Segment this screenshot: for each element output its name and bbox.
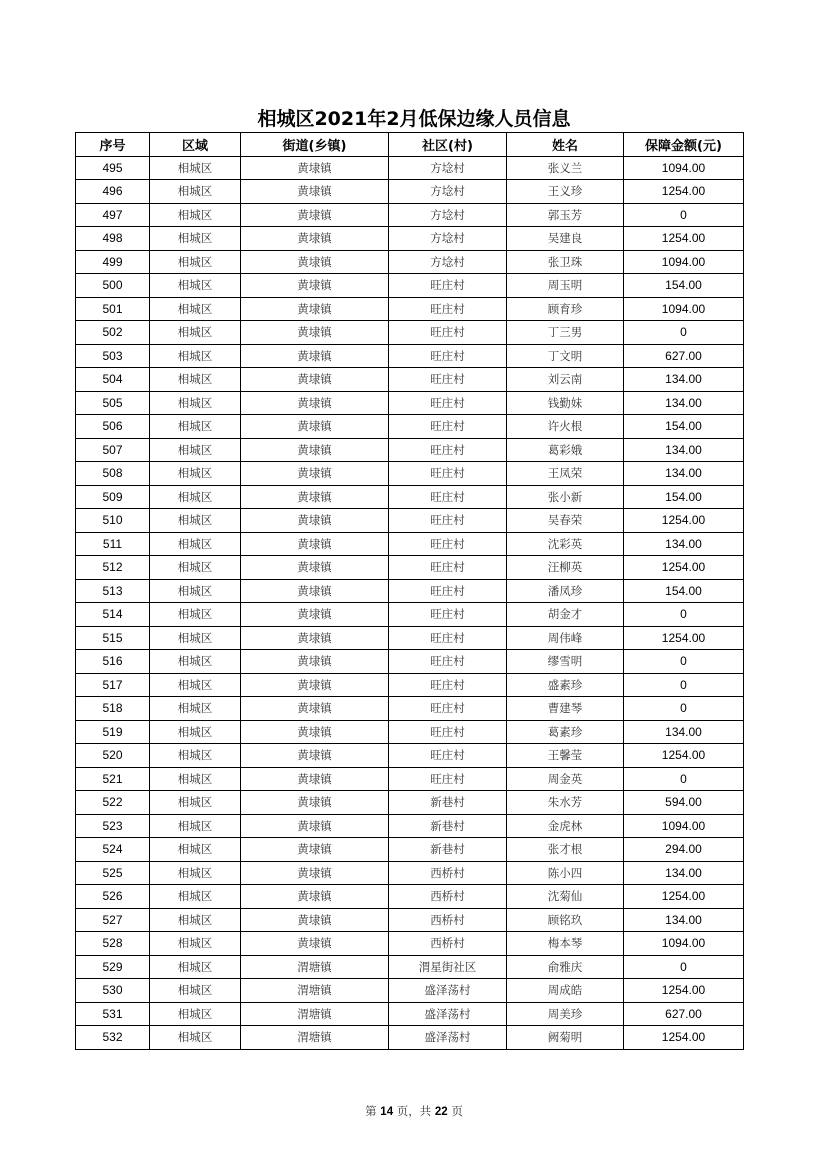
cell-street: 黄埭镇 [241,579,389,603]
cell-district: 相城区 [150,767,241,791]
cell-amount: 154.00 [624,579,744,603]
cell-name: 张才根 [507,838,624,862]
table-row [76,1002,744,1026]
cell-name: 周成皓 [507,979,624,1003]
cell-street: 黄埭镇 [241,227,389,251]
cell-street: 黄埭镇 [241,673,389,697]
cell-community: 盛泽荡村 [389,1026,507,1050]
cell-index: 530 [76,979,150,1003]
cell-district: 相城区 [150,885,241,909]
cell-street: 黄埭镇 [241,720,389,744]
cell-index: 515 [76,626,150,650]
cell-name: 丁三男 [507,321,624,345]
cell-name: 葛素珍 [507,720,624,744]
cell-district: 相城区 [150,720,241,744]
table-row [76,579,744,603]
cell-street: 黄埭镇 [241,885,389,909]
cell-district: 相城区 [150,180,241,204]
cell-community: 旺庄村 [389,485,507,509]
cell-name: 朱水芳 [507,791,624,815]
cell-amount: 1094.00 [624,814,744,838]
cell-index: 505 [76,391,150,415]
cell-district: 相城区 [150,814,241,838]
cell-amount: 134.00 [624,438,744,462]
cell-index: 523 [76,814,150,838]
cell-amount: 1094.00 [624,932,744,956]
cell-community: 方埝村 [389,203,507,227]
cell-district: 相城区 [150,626,241,650]
table-row [76,861,744,885]
header-row [76,133,744,157]
cell-amount: 594.00 [624,791,744,815]
cell-district: 相城区 [150,838,241,862]
cell-index: 500 [76,274,150,298]
cell-street: 黄埭镇 [241,908,389,932]
table-row [76,156,744,180]
cell-index: 509 [76,485,150,509]
cell-district: 相城区 [150,955,241,979]
column-header-community: 社区(村) [389,133,507,157]
cell-community: 旺庄村 [389,767,507,791]
cell-index: 496 [76,180,150,204]
cell-street: 渭塘镇 [241,979,389,1003]
cell-community: 旺庄村 [389,532,507,556]
table-row [76,838,744,862]
footer-page-number: 14 [380,1106,394,1118]
column-header-name: 姓名 [507,133,624,157]
cell-community: 西桥村 [389,885,507,909]
cell-street: 黄埭镇 [241,180,389,204]
cell-name: 王馨莹 [507,744,624,768]
cell-index: 512 [76,556,150,580]
cell-community: 旺庄村 [389,415,507,439]
cell-street: 黄埭镇 [241,462,389,486]
table-row [76,438,744,462]
cell-community: 方埝村 [389,250,507,274]
cell-amount: 154.00 [624,415,744,439]
cell-district: 相城区 [150,908,241,932]
cell-amount: 134.00 [624,532,744,556]
table-row [76,321,744,345]
table-row [76,979,744,1003]
cell-name: 王义珍 [507,180,624,204]
cell-district: 相城区 [150,391,241,415]
cell-name: 葛彩娥 [507,438,624,462]
cell-index: 504 [76,368,150,392]
cell-amount: 627.00 [624,344,744,368]
cell-street: 黄埭镇 [241,368,389,392]
cell-street: 黄埭镇 [241,744,389,768]
table-row [76,814,744,838]
cell-street: 黄埭镇 [241,297,389,321]
cell-street: 黄埭镇 [241,650,389,674]
cell-district: 相城区 [150,532,241,556]
cell-name: 许火根 [507,415,624,439]
cell-index: 518 [76,697,150,721]
cell-street: 黄埭镇 [241,838,389,862]
cell-name: 顾育珍 [507,297,624,321]
cell-community: 盛泽荡村 [389,979,507,1003]
cell-amount: 1254.00 [624,1026,744,1050]
cell-index: 499 [76,250,150,274]
cell-community: 旺庄村 [389,556,507,580]
table-row [76,415,744,439]
table-row [76,885,744,909]
cell-community: 新巷村 [389,814,507,838]
cell-amount: 134.00 [624,391,744,415]
cell-index: 513 [76,579,150,603]
table-row [76,227,744,251]
cell-community: 旺庄村 [389,274,507,298]
cell-amount: 0 [624,650,744,674]
cell-district: 相城区 [150,932,241,956]
cell-index: 510 [76,509,150,533]
page-footer [0,1103,828,1119]
table-row [76,932,744,956]
cell-community: 渭星街社区 [389,955,507,979]
cell-district: 相城区 [150,344,241,368]
cell-community: 盛泽荡村 [389,1002,507,1026]
footer-prefix: 第 [365,1104,377,1118]
cell-district: 相城区 [150,203,241,227]
cell-community: 西桥村 [389,908,507,932]
cell-name: 汪柳英 [507,556,624,580]
cell-district: 相城区 [150,274,241,298]
cell-street: 黄埭镇 [241,932,389,956]
cell-amount: 1254.00 [624,885,744,909]
cell-name: 张小新 [507,485,624,509]
cell-street: 黄埭镇 [241,250,389,274]
cell-community: 旺庄村 [389,509,507,533]
cell-name: 刘云南 [507,368,624,392]
cell-community: 旺庄村 [389,438,507,462]
table-row [76,626,744,650]
cell-index: 507 [76,438,150,462]
cell-amount: 294.00 [624,838,744,862]
table-row [76,509,744,533]
cell-index: 527 [76,908,150,932]
table-row [76,697,744,721]
cell-amount: 0 [624,767,744,791]
cell-street: 黄埭镇 [241,321,389,345]
cell-district: 相城区 [150,250,241,274]
cell-name: 盛素珍 [507,673,624,697]
table-row [76,908,744,932]
cell-index: 520 [76,744,150,768]
cell-index: 514 [76,603,150,627]
cell-community: 西桥村 [389,932,507,956]
cell-street: 黄埭镇 [241,438,389,462]
cell-name: 周伟峰 [507,626,624,650]
cell-street: 黄埭镇 [241,509,389,533]
cell-amount: 1254.00 [624,979,744,1003]
cell-community: 旺庄村 [389,462,507,486]
cell-district: 相城区 [150,744,241,768]
cell-name: 王凤荣 [507,462,624,486]
cell-index: 532 [76,1026,150,1050]
cell-community: 旺庄村 [389,720,507,744]
cell-index: 516 [76,650,150,674]
table-row [76,344,744,368]
cell-street: 黄埭镇 [241,532,389,556]
cell-street: 黄埭镇 [241,697,389,721]
table-row [76,462,744,486]
cell-name: 顾铭玖 [507,908,624,932]
cell-name: 胡金才 [507,603,624,627]
cell-amount: 1094.00 [624,156,744,180]
cell-street: 黄埭镇 [241,861,389,885]
cell-index: 497 [76,203,150,227]
cell-district: 相城区 [150,979,241,1003]
footer-middle: 页，共 [396,1104,432,1118]
cell-district: 相城区 [150,579,241,603]
cell-name: 沈彩英 [507,532,624,556]
cell-index: 521 [76,767,150,791]
cell-community: 旺庄村 [389,697,507,721]
cell-amount: 0 [624,603,744,627]
cell-name: 周美珍 [507,1002,624,1026]
cell-district: 相城区 [150,650,241,674]
cell-name: 钱勤妹 [507,391,624,415]
cell-amount: 1254.00 [624,227,744,251]
cell-district: 相城区 [150,321,241,345]
cell-street: 渭塘镇 [241,1026,389,1050]
cell-name: 张义兰 [507,156,624,180]
cell-index: 524 [76,838,150,862]
cell-amount: 1254.00 [624,180,744,204]
cell-street: 黄埭镇 [241,344,389,368]
cell-community: 新巷村 [389,791,507,815]
cell-district: 相城区 [150,368,241,392]
table-row [76,368,744,392]
cell-street: 渭塘镇 [241,955,389,979]
cell-community: 旺庄村 [389,650,507,674]
table-row [76,203,744,227]
cell-name: 周玉明 [507,274,624,298]
cell-amount: 134.00 [624,861,744,885]
cell-district: 相城区 [150,485,241,509]
cell-community: 方埝村 [389,156,507,180]
cell-street: 黄埭镇 [241,767,389,791]
cell-amount: 0 [624,321,744,345]
table-row [76,650,744,674]
table-row [76,250,744,274]
cell-street: 黄埭镇 [241,814,389,838]
cell-amount: 154.00 [624,485,744,509]
cell-district: 相城区 [150,603,241,627]
table-row [76,297,744,321]
footer-suffix: 页 [451,1104,463,1118]
cell-street: 黄埭镇 [241,556,389,580]
cell-index: 526 [76,885,150,909]
cell-community: 旺庄村 [389,297,507,321]
cell-street: 黄埭镇 [241,415,389,439]
cell-amount: 1254.00 [624,509,744,533]
cell-amount: 627.00 [624,1002,744,1026]
cell-community: 旺庄村 [389,626,507,650]
cell-community: 旺庄村 [389,673,507,697]
cell-street: 黄埭镇 [241,156,389,180]
table-row [76,744,744,768]
cell-index: 511 [76,532,150,556]
cell-street: 渭塘镇 [241,1002,389,1026]
table-row [76,180,744,204]
table-row [76,1026,744,1050]
cell-name: 郭玉芳 [507,203,624,227]
cell-name: 张卫珠 [507,250,624,274]
cell-amount: 0 [624,697,744,721]
cell-amount: 134.00 [624,908,744,932]
cell-district: 相城区 [150,1002,241,1026]
cell-name: 丁文明 [507,344,624,368]
table-row [76,274,744,298]
cell-name: 吴春荣 [507,509,624,533]
table-row [76,673,744,697]
cell-amount: 1254.00 [624,744,744,768]
cell-district: 相城区 [150,861,241,885]
cell-district: 相城区 [150,227,241,251]
cell-district: 相城区 [150,697,241,721]
cell-amount: 134.00 [624,462,744,486]
cell-street: 黄埭镇 [241,791,389,815]
cell-community: 旺庄村 [389,744,507,768]
cell-amount: 1094.00 [624,297,744,321]
column-header-street: 街道(乡镇) [241,133,389,157]
cell-amount: 1254.00 [624,556,744,580]
cell-name: 曹建琴 [507,697,624,721]
cell-name: 俞雅庆 [507,955,624,979]
cell-index: 531 [76,1002,150,1026]
cell-index: 506 [76,415,150,439]
table-row [76,391,744,415]
cell-index: 501 [76,297,150,321]
cell-district: 相城区 [150,438,241,462]
cell-community: 旺庄村 [389,391,507,415]
document-title: 相城区2021年2月低保边缘人员信息 [257,108,571,130]
table-row [76,720,744,744]
cell-district: 相城区 [150,791,241,815]
cell-name: 吴建良 [507,227,624,251]
cell-index: 525 [76,861,150,885]
cell-community: 旺庄村 [389,603,507,627]
cell-index: 498 [76,227,150,251]
column-header-index: 序号 [76,133,150,157]
table-row [76,955,744,979]
table-row [76,485,744,509]
cell-district: 相城区 [150,1026,241,1050]
column-header-amount: 保障金额(元) [624,133,744,157]
cell-amount: 0 [624,955,744,979]
cell-district: 相城区 [150,462,241,486]
cell-name: 沈菊仙 [507,885,624,909]
cell-district: 相城区 [150,297,241,321]
cell-street: 黄埭镇 [241,203,389,227]
table-row [76,767,744,791]
cell-index: 508 [76,462,150,486]
cell-index: 528 [76,932,150,956]
cell-index: 522 [76,791,150,815]
cell-name: 缪雪明 [507,650,624,674]
cell-amount: 134.00 [624,720,744,744]
cell-name: 潘凤珍 [507,579,624,603]
data-table [75,132,744,1050]
cell-street: 黄埭镇 [241,626,389,650]
cell-amount: 1094.00 [624,250,744,274]
cell-street: 黄埭镇 [241,603,389,627]
cell-amount: 134.00 [624,368,744,392]
cell-street: 黄埭镇 [241,274,389,298]
cell-district: 相城区 [150,415,241,439]
cell-amount: 0 [624,203,744,227]
cell-community: 旺庄村 [389,321,507,345]
cell-amount: 1254.00 [624,626,744,650]
cell-district: 相城区 [150,156,241,180]
cell-community: 西桥村 [389,861,507,885]
cell-street: 黄埭镇 [241,391,389,415]
footer-total-pages: 22 [434,1106,448,1118]
cell-district: 相城区 [150,673,241,697]
table-row [76,603,744,627]
cell-name: 陈小四 [507,861,624,885]
cell-name: 金虎林 [507,814,624,838]
cell-index: 502 [76,321,150,345]
table-row [76,532,744,556]
cell-name: 梅本琴 [507,932,624,956]
cell-index: 529 [76,955,150,979]
cell-index: 503 [76,344,150,368]
cell-community: 方埝村 [389,180,507,204]
cell-index: 519 [76,720,150,744]
cell-community: 旺庄村 [389,579,507,603]
cell-amount: 154.00 [624,274,744,298]
table-row [76,791,744,815]
cell-index: 517 [76,673,150,697]
cell-name: 阙菊明 [507,1026,624,1050]
cell-street: 黄埭镇 [241,485,389,509]
cell-community: 旺庄村 [389,368,507,392]
cell-community: 旺庄村 [389,344,507,368]
cell-amount: 0 [624,673,744,697]
cell-index: 495 [76,156,150,180]
table-row [76,556,744,580]
cell-community: 方埝村 [389,227,507,251]
cell-name: 周金英 [507,767,624,791]
cell-community: 新巷村 [389,838,507,862]
cell-district: 相城区 [150,509,241,533]
column-header-district: 区域 [150,133,241,157]
cell-district: 相城区 [150,556,241,580]
